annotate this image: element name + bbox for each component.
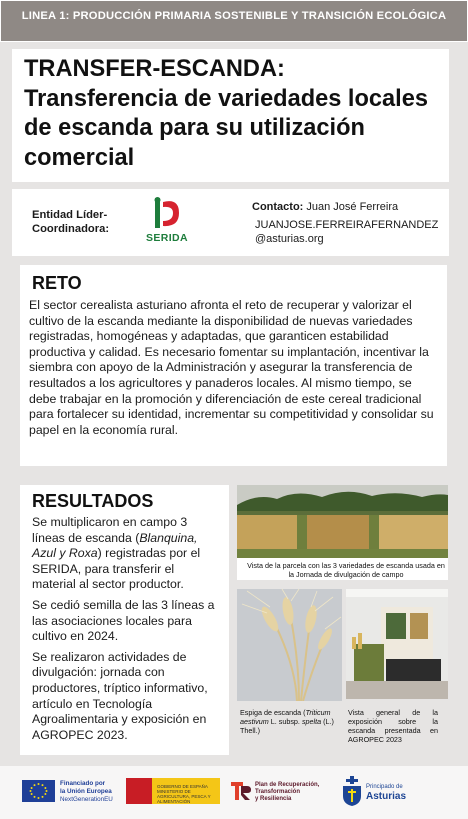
caption-spike-a: Espiga de escanda ( — [240, 708, 306, 717]
resultados-heading: RESULTADOS — [32, 491, 154, 511]
eu-line-2: la Unión Europea — [60, 788, 112, 795]
lead-entity-label: Entidad Líder- Coordinadora: — [32, 209, 110, 235]
reto-heading: RETO — [32, 273, 82, 293]
resultados-card — [20, 485, 229, 755]
eu-flag-icon — [22, 780, 55, 802]
caption-exhibition: Vista general de la exposición sobre la escanda presentada en AGROPEC 2023 — [348, 708, 438, 744]
asturias-crest-icon — [341, 776, 363, 806]
spain-government-logo — [126, 778, 220, 804]
caption-spike — [240, 708, 342, 735]
asturias-line-2: Asturias — [366, 791, 407, 802]
resultado-2: Se cedió semilla de las 3 líneas a las asociaciones locales para cultivo en 2024. — [32, 597, 215, 644]
prtr-line-3: y Resiliencia — [255, 796, 292, 802]
lead-entity-card — [12, 189, 449, 256]
resultado-1 — [32, 515, 217, 593]
line-banner: LINEA 1: PRODUCCIÓN PRIMARIA SOSTENIBLE Y TRANSICIÓN ECOLÓGICA — [0, 0, 468, 42]
resultado-1-varieties: Blanquina, Azul y Roxa — [32, 530, 198, 561]
serida-logo — [141, 196, 193, 250]
exhibition-illustration — [346, 589, 448, 699]
spain-shield-icon — [126, 778, 152, 804]
caption-spike-species: Triticum aestivum — [240, 708, 331, 726]
asturias-line-1: Principado de — [366, 784, 403, 790]
caption-spike-subsp: spelta — [301, 717, 322, 726]
contact — [252, 200, 398, 214]
title-card — [12, 49, 449, 182]
prtr-line-1: Plan de Recuperación, — [255, 782, 320, 788]
eu-funding-text — [60, 780, 113, 804]
prtr-line-2: Transformación — [255, 789, 301, 795]
resultado-3: Se realizaron actividades de divulgación: jornada con productores, tríptico informativo, artículo en Tecnología Agroalimentaria y exposición en AGROPEC 2023. — [32, 649, 208, 742]
exhibition-photo — [346, 589, 448, 699]
spain-government-text: GOBIERNO DE ESPAÑA MINISTERIO DE AGRICULTURA, PESCA Y ALIMENTACIÓN — [157, 784, 211, 804]
project-title: TRANSFER-ESCANDA: Transferencia de variedades locales de escanda para su utilización comercial — [24, 56, 428, 171]
eu-line-1: Financiado por — [60, 780, 106, 787]
resultado-1-text-a: Se multiplicaron en campo 3 líneas de escanda ( — [32, 515, 188, 545]
contact-email[interactable]: JUANJOSE.FERREIRAFERNANDEZ @asturias.org — [255, 219, 439, 245]
wheat-spike-illustration — [237, 589, 342, 701]
caption-spike-b: L. subsp. — [268, 717, 302, 726]
asturias-text — [366, 784, 406, 802]
prtr-text — [255, 782, 319, 803]
eu-line-3: NextGenerationEU — [60, 796, 113, 803]
serida-mark-icon — [141, 196, 193, 232]
field-photo — [237, 485, 448, 558]
reto-text: El sector cerealista asturiano afronta el reto de recuperar y valorizar el cultivo de la escanda mediante la disponibilidad de nuevas variedades registradas, homogéneas y adaptadas, que garanticen estabilidad productiva y calidad. Es necesario fomentar su implantación, incentivar la siembra con apoyo de la Administración y asegurar la transferencia de resultados a los agricultores y panaderos locales. Al mismo tiempo, se debe trabajar en la promoción y diferenciación de este cereal tradicional para fortalecer su identidad, incrementar su competitividad y consolidar su papel en la economía rural. — [29, 298, 434, 437]
serida-logo-text: SERIDA — [145, 232, 189, 244]
resultado-1-text-b: ) registradas por el SERIDA, para transferir el material al sector productor. — [32, 546, 201, 592]
contact-label: Contacto: — [252, 201, 304, 213]
caption-field: Vista de la parcela con las 3 variedades de escanda usada en la Jornada de divulgación de campo — [247, 561, 445, 579]
spike-photo — [237, 589, 342, 701]
reto-card — [20, 265, 447, 466]
caption-spike-c: (L.) Thell.) — [240, 717, 334, 735]
prtr-logo-icon — [231, 780, 251, 802]
contact-name: Juan José Ferreira — [306, 201, 399, 213]
